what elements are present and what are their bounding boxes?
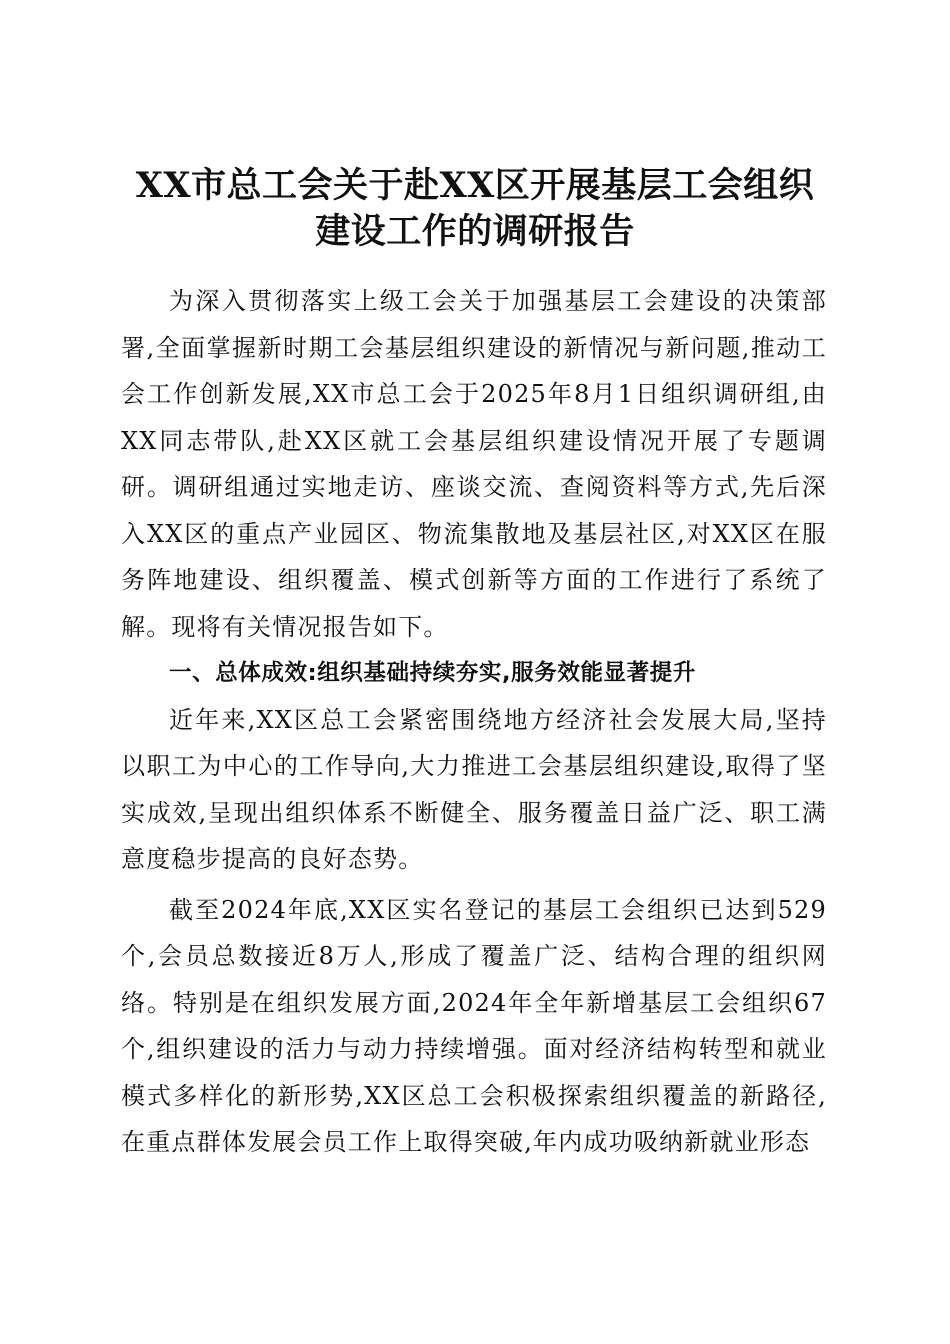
document-title: [100, 163, 850, 255]
overview-paragraph: 近年来,XX区总工会紧密围绕地方经济社会发展大局,坚持以职工为中心的工作导向,大力推进工会基层组织建设,取得了坚实成效,呈现出组织体系不断健全、服务覆盖日益广泛、职工满意度稳步提高的良好态势。: [121, 705, 827, 873]
title-line-1: XX市总工会关于赴XX区开展基层工会组织: [135, 165, 815, 207]
statistics-paragraph: 截至2024年底,XX区实名登记的基层工会组织已达到529个,会员总数接近8万人,形成了覆盖广泛、结构合理的组织网络。特别是在组织发展方面,2024年全年新增基层工会组织67个,组织建设的活力与动力持续增强。面对经济结构转型和就业模式多样化的新形势,XX区总工会积极探索组织覆盖的新路径,在重点群体发展会员工作上取得突破,年内成功吸纳新就业形态: [121, 895, 827, 1156]
document-body: [121, 278, 827, 1166]
intro-paragraph: 为深入贯彻落实上级工会关于加强基层工会建设的决策部署,全面掌握新时期工会基层组织建设的新情况与新问题,推动工会工作创新发展,XX市总工会于2025年8月1日组织调研组,由XX同志带队,赴XX区就工会基层组织建设情况开展了专题调研。调研组通过实地走访、座谈交流、查阅资料等方式,先后深入XX区的重点产业园区、物流集散地及基层社区,对XX区在服务阵地建设、组织覆盖、模式创新等方面的工作进行了系统了解。现将有关情况报告如下。: [121, 287, 827, 641]
section-heading: 一、总体成效:组织基础持续夯实,服务效能显著提升: [169, 660, 696, 686]
title-line-2: 建设工作的调研报告: [315, 211, 635, 253]
